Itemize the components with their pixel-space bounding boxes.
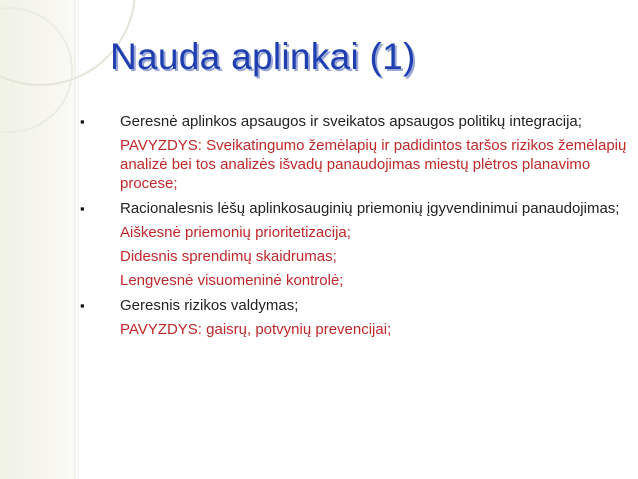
bullet-label: Racionalesnis lėšų aplinkosauginių priemonių įgyvendinimui panaudojimas; [120,200,620,217]
sub-item: PAVYZDYS: Sveikatingumo žemėlapių ir padidintos taršos rizikos žemėlapių analizė bei tos analizės išvadų panaudojimas miestų plėtros planavimo procese; [120,137,627,192]
list-item [80,199,628,290]
sub-item: Lengvesnė visuomeninė kontrolė; [120,272,344,289]
bullet-text [80,199,628,218]
sub-item: Aiškesnė priemonių prioritetizacija; [120,224,351,241]
bullet-icon: ▪ [80,201,85,216]
bullet-text [80,296,628,315]
bullet-label: Geresnis rizikos valdymas; [120,297,299,314]
slide-title: Nauda aplinkai (1) [110,36,416,77]
list-item [80,296,628,339]
bullet-icon: ▪ [80,114,85,129]
sub-item: PAVYZDYS: gaisrų, potvynių prevencijai; [120,321,392,338]
bullet-label: Geresnė aplinkos apsaugos ir sveikatos apsaugos politikų integracija; [120,113,582,130]
list-item [80,112,628,193]
bullet-text [80,112,628,131]
sub-item: Didesnis sprendimų skaidrumas; [120,248,337,265]
bullet-icon: ▪ [80,298,85,313]
bullet-list [80,112,628,345]
